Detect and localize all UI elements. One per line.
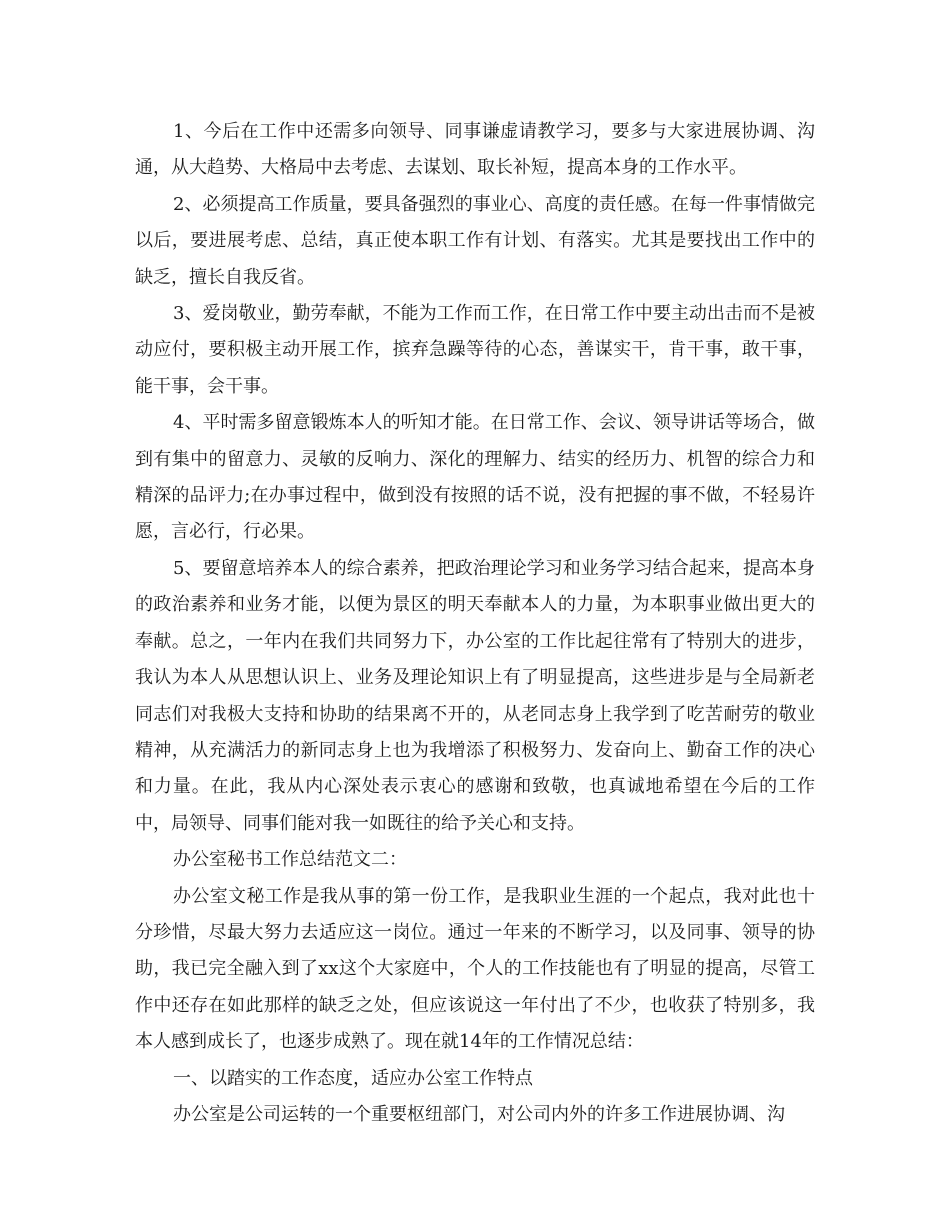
section-heading-one: 一、以踏实的工作态度，适应办公室工作特点 [173, 1067, 533, 1089]
paragraph-2: 2、必须提高工作质量，要具备强烈的事业心、高度的责任感。在每一件事情做完以后，要进展考虑、总结，真正使本职工作有计划、有落实。尤其是要找出工作中的缺乏，擅长自我反省。 [135, 193, 815, 288]
paragraph-office-role: 办公室是公司运转的一个重要枢纽部门，对公司内外的许多工作进展协调、沟 [173, 1103, 785, 1125]
document-body [135, 114, 815, 1133]
section-heading-sample-two: 办公室秘书工作总结范文二： [173, 849, 407, 871]
paragraph-1: 1、今后在工作中还需多向领导、同事谦虚请教学习，要多与大家进展协调、沟通，从大趋势、大格局中去考虑、去谋划、取长补短，提高本身的工作水平。 [135, 121, 815, 179]
paragraph-3: 3、爱岗敬业，勤劳奉献，不能为工作而工作，在日常工作中要主动出击而不是被动应付，要积极主动开展工作，摈弃急躁等待的心态，善谋实干，肯干事，敢干事，能干事，会干事。 [135, 303, 815, 397]
paragraph-5: 5、要留意培养本人的综合素养，把政治理论学习和业务学习结合起来，提高本身的政治素养和业务才能，以便为景区的明天奉献本人的力量，为本职事业做出更大的奉献。总之，一年内在我们共同努力下，办公室的工作比起往常有了特别大的进步，我认为本人从思想认识上、业务及理论知识上有了明显提高，这些进步是与全局新老同志们对我极大支持和协助的结果离不开的，从老同志身上我学到了吃苦耐劳的敬业精神，从充满活力的新同志身上也为我增添了积极努力、发奋向上、勤奋工作的决心和力量。在此，我从内心深处表示衷心的感谢和致敬，也真诚地希望在今后的工作中，局领导、同事们能对我一如既往的给予关心和支持。 [135, 557, 815, 834]
paragraph-intro: 办公室文秘工作是我从事的第一份工作，是我职业生涯的一个起点，我对此也十分珍惜，尽最大努力去适应这一岗位。通过一年来的不断学习，以及同事、领导的协助，我已完全融入到了xx这个大家庭中，个人的工作技能也有了明显的提高，尽管工作中还存在如此那样的缺乏之处，但应该说这一年付出了不少，也收获了特别多，我本人感到成长了，也逐步成熟了。现在就14年的工作情况总结： [135, 885, 815, 1053]
paragraph-4: 4、平时需多留意锻炼本人的听知才能。在日常工作、会议、领导讲话等场合，做到有集中的留意力、灵敏的反响力、深化的理解力、结实的经历力、机智的综合力和精深的品评力;在办事过程中，做到没有按照的话不说，没有把握的事不做，不轻易许愿，言必行，行必果。 [135, 412, 815, 543]
